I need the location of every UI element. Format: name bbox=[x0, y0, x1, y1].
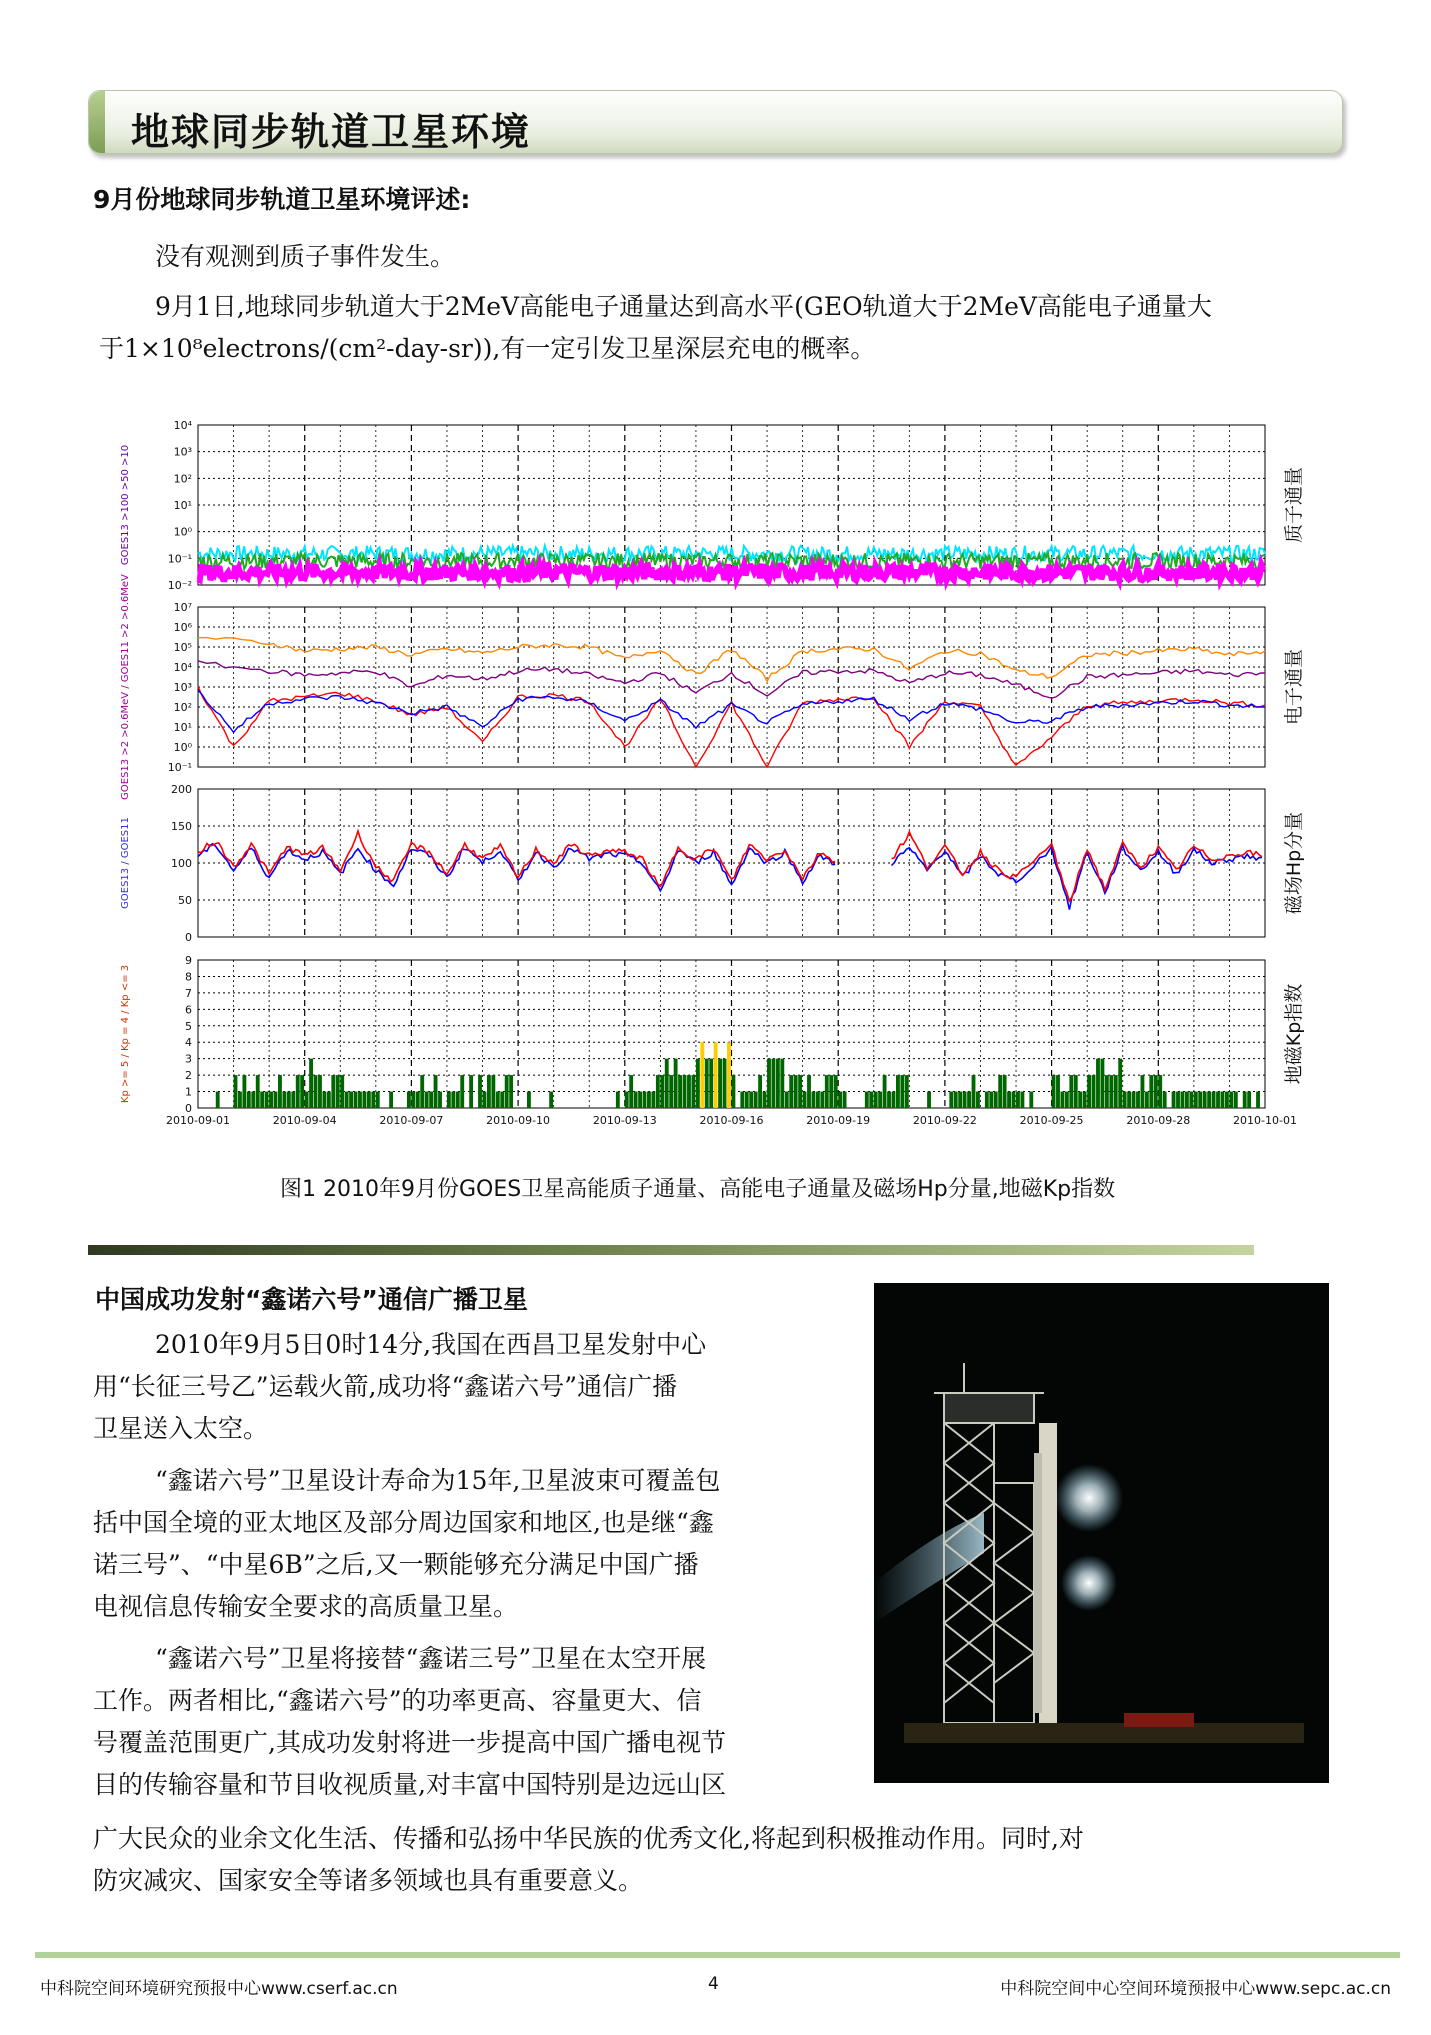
kp-bar bbox=[331, 1075, 335, 1108]
kp-bar bbox=[1020, 1092, 1024, 1108]
kp-bar bbox=[838, 1092, 842, 1108]
kp-bar bbox=[972, 1075, 976, 1108]
article-line-full-1: 广大民众的业余文化生活、传播和弘扬中华民族的优秀文化,将起到积极推动作用。同时,对 bbox=[93, 1824, 1084, 1853]
kp-bar bbox=[994, 1092, 998, 1108]
kp-bar bbox=[709, 1059, 713, 1108]
kp-bar bbox=[776, 1059, 780, 1108]
kp-bar bbox=[1194, 1092, 1198, 1108]
footer-line bbox=[35, 1952, 1400, 1958]
kp-bar bbox=[772, 1059, 776, 1108]
kp-bar bbox=[869, 1092, 873, 1108]
kp-bar bbox=[327, 1092, 331, 1108]
panel-title: 磁场Hp分量 bbox=[1283, 811, 1305, 915]
y-tick-label: 9 bbox=[185, 954, 192, 967]
kp-bar bbox=[456, 1092, 460, 1108]
kp-bar bbox=[1114, 1075, 1118, 1108]
kp-bar bbox=[1123, 1092, 1127, 1108]
panel-title: 地磁Kp指数 bbox=[1283, 983, 1305, 1085]
kp-bar bbox=[376, 1092, 380, 1108]
kp-bar bbox=[816, 1092, 820, 1108]
kp-bar bbox=[1060, 1092, 1064, 1108]
kp-bar bbox=[656, 1075, 660, 1108]
kp-bar bbox=[963, 1092, 967, 1108]
kp-bar bbox=[1198, 1092, 1202, 1108]
kp-bar bbox=[256, 1075, 260, 1108]
kp-bar bbox=[829, 1075, 833, 1108]
kp-bar bbox=[1225, 1092, 1229, 1108]
review-paragraph-1: 没有观测到质子事件发生。 bbox=[155, 242, 456, 271]
kp-bar bbox=[363, 1092, 367, 1108]
kp-bar bbox=[985, 1092, 989, 1108]
kp-bar bbox=[478, 1075, 482, 1108]
kp-bar bbox=[278, 1075, 282, 1108]
kp-bar bbox=[1247, 1092, 1251, 1108]
kp-bar bbox=[754, 1092, 758, 1108]
kp-bar bbox=[1149, 1075, 1153, 1108]
kp-bar bbox=[1176, 1092, 1180, 1108]
y-tick-label: 10⁴ bbox=[173, 661, 192, 674]
kp-bar bbox=[509, 1075, 513, 1108]
kp-bar bbox=[958, 1092, 962, 1108]
rocket-launch-photo bbox=[874, 1283, 1329, 1783]
kp-bar bbox=[794, 1075, 798, 1108]
page-number: 4 bbox=[708, 1974, 719, 1994]
kp-bar bbox=[1132, 1092, 1136, 1108]
kp-bar bbox=[1203, 1092, 1207, 1108]
y-tick-label: 10⁶ bbox=[173, 621, 192, 634]
kp-bar bbox=[1127, 1092, 1131, 1108]
y-tick-label: 10² bbox=[173, 472, 192, 486]
article-heading: 中国成功发射“鑫诺六号”通信广播卫星 bbox=[95, 1285, 528, 1314]
y-tick-label: 200 bbox=[171, 783, 192, 796]
y-tick-label: 10⁷ bbox=[173, 601, 192, 614]
article-line: 2010年9月5日0时14分,我国在西昌卫星发射中心 bbox=[155, 1330, 707, 1359]
kp-bar bbox=[1029, 1092, 1033, 1108]
article-line: 用“长征三号乙”运载火箭,成功将“鑫诺六号”通信广播 bbox=[93, 1372, 678, 1401]
figure-caption: 图1 2010年9月份GOES卫星高能质子通量、高能电子通量及磁场Hp分量,地磁Kp指数 bbox=[280, 1177, 1116, 1202]
kp-bar bbox=[843, 1092, 847, 1108]
review-heading: 9月份地球同步轨道卫星环境评述: bbox=[93, 185, 471, 214]
kp-bar bbox=[687, 1075, 691, 1108]
kp-bar bbox=[1181, 1092, 1185, 1108]
kp-bar bbox=[274, 1092, 278, 1108]
kp-bar bbox=[1012, 1092, 1016, 1108]
review-paragraph-2-line-2: 于1×10⁸electrons/(cm²-day-sr)),有一定引发卫星深层充电的概率。 bbox=[99, 334, 876, 363]
x-tick-label: 2010-09-07 bbox=[379, 1114, 444, 1127]
footer-right: 中科院空间中心空间环境预报中心www.sepc.ac.cn bbox=[1000, 1979, 1391, 1999]
x-tick-label: 2010-10-01 bbox=[1233, 1114, 1297, 1127]
kp-bar bbox=[349, 1092, 353, 1108]
kp-bar bbox=[1163, 1092, 1167, 1108]
kp-bar bbox=[949, 1092, 953, 1108]
kp-bar bbox=[1141, 1075, 1145, 1108]
y-tick-label: 150 bbox=[171, 820, 192, 833]
y-tick-label: 0 bbox=[185, 931, 192, 944]
article-line: 电视信息传输安全要求的高质量卫星。 bbox=[93, 1592, 519, 1621]
y-tick-label: 3 bbox=[185, 1052, 192, 1066]
kp-bar bbox=[669, 1075, 673, 1108]
y-tick-label: 10² bbox=[173, 701, 192, 714]
goes-chart-figure bbox=[110, 405, 1350, 1145]
kp-bar bbox=[998, 1075, 1002, 1108]
kp-bar bbox=[1016, 1092, 1020, 1108]
article-line: 工作。两者相比,“鑫诺六号”的功率更高、容量更大、信 bbox=[93, 1686, 702, 1715]
x-tick-label: 2010-09-22 bbox=[912, 1114, 977, 1127]
kp-bar bbox=[758, 1075, 762, 1108]
y-tick-label: 1 bbox=[185, 1085, 192, 1099]
kp-bar bbox=[282, 1092, 286, 1108]
kp-bar bbox=[674, 1059, 678, 1108]
kp-bar bbox=[714, 1042, 718, 1108]
kp-bar bbox=[367, 1092, 371, 1108]
kp-bar bbox=[954, 1092, 958, 1108]
y-tick-label: 10⁰ bbox=[173, 741, 192, 754]
kp-bar bbox=[1109, 1075, 1113, 1108]
kp-bar bbox=[723, 1059, 727, 1108]
kp-bar bbox=[967, 1092, 971, 1108]
kp-bar bbox=[834, 1075, 838, 1108]
x-tick-label: 2010-09-16 bbox=[699, 1114, 764, 1127]
kp-bar bbox=[1154, 1075, 1158, 1108]
kp-bar bbox=[825, 1075, 829, 1108]
floodlight bbox=[1055, 1464, 1123, 1532]
kp-bar bbox=[451, 1092, 455, 1108]
kp-bar bbox=[798, 1075, 802, 1108]
y-tick-label: 8 bbox=[185, 970, 192, 984]
kp-bar bbox=[389, 1092, 393, 1108]
kp-bar bbox=[905, 1075, 909, 1108]
kp-bar bbox=[767, 1059, 771, 1108]
x-tick-label: 2010-09-19 bbox=[806, 1114, 871, 1127]
y-tick-label: 0 bbox=[185, 1102, 192, 1115]
kp-bar bbox=[234, 1075, 238, 1108]
y-tick-label: 10⁰ bbox=[173, 525, 192, 539]
kp-bar bbox=[927, 1092, 931, 1108]
kp-bar bbox=[354, 1092, 358, 1108]
panel-title: 电子通量 bbox=[1283, 648, 1305, 726]
kp-bar bbox=[291, 1092, 295, 1108]
kp-bar bbox=[269, 1092, 273, 1108]
kp-bar bbox=[740, 1092, 744, 1108]
kp-bar bbox=[460, 1075, 464, 1108]
kp-bar bbox=[812, 1092, 816, 1108]
article-line: “鑫诺六号”卫星设计寿命为15年,卫星波束可覆盖包 bbox=[155, 1466, 721, 1495]
article-line: 括中国全境的亚太地区及部分周边国家和地区,也是继“鑫 bbox=[93, 1508, 714, 1537]
x-tick-label: 2010-09-10 bbox=[486, 1114, 551, 1127]
kp-bar bbox=[216, 1092, 220, 1108]
kp-bar bbox=[634, 1092, 638, 1108]
kp-bar bbox=[807, 1075, 811, 1108]
kp-bar bbox=[727, 1042, 731, 1108]
kp-bar bbox=[763, 1092, 767, 1108]
kp-bar bbox=[700, 1042, 704, 1108]
kp-bar bbox=[318, 1075, 322, 1108]
kp-bar bbox=[469, 1075, 473, 1108]
kp-bar bbox=[660, 1075, 664, 1108]
kp-bar bbox=[345, 1092, 349, 1108]
y-tick-label: 50 bbox=[178, 894, 192, 907]
article-line: 诺三号”、“中星6B”之后,又一颗能够充分满足中国广播 bbox=[93, 1550, 699, 1579]
kp-bar bbox=[892, 1092, 896, 1108]
kp-bar bbox=[874, 1092, 878, 1108]
y-tick-label: 10⁻¹ bbox=[167, 552, 192, 566]
y-tick-label: 10⁻¹ bbox=[167, 761, 192, 774]
kp-bar bbox=[1083, 1092, 1087, 1108]
kp-bar bbox=[780, 1059, 784, 1108]
y-tick-label: 10⁴ bbox=[173, 419, 192, 432]
kp-bar bbox=[1189, 1092, 1193, 1108]
kp-bar bbox=[438, 1092, 442, 1108]
kp-bar bbox=[491, 1075, 495, 1108]
kp-bar bbox=[251, 1092, 255, 1108]
kp-bar bbox=[371, 1092, 375, 1108]
kp-bar bbox=[309, 1059, 313, 1108]
kp-bar bbox=[1069, 1075, 1073, 1108]
kp-bar bbox=[314, 1075, 318, 1108]
y-tick-label: 10³ bbox=[173, 681, 192, 694]
kp-bar bbox=[629, 1075, 633, 1108]
kp-bar bbox=[336, 1075, 340, 1108]
panel-ylabel: Kp >= 5 / Kp = 4 / Kp <= 3 bbox=[120, 964, 131, 1104]
kp-bar bbox=[1101, 1059, 1105, 1108]
kp-bar bbox=[322, 1092, 326, 1108]
x-tick-label: 2010-09-25 bbox=[1019, 1114, 1084, 1127]
kp-bar bbox=[887, 1092, 891, 1108]
kp-bar bbox=[900, 1075, 904, 1108]
kp-bar bbox=[785, 1092, 789, 1108]
x-tick-label: 2010-09-04 bbox=[272, 1114, 337, 1127]
kp-bar bbox=[683, 1075, 687, 1108]
y-tick-label: 100 bbox=[171, 857, 192, 870]
kp-bar bbox=[732, 1075, 736, 1108]
section-banner bbox=[88, 90, 1343, 154]
kp-bar bbox=[638, 1092, 642, 1108]
section-title: 地球同步轨道卫星环境 bbox=[131, 110, 532, 154]
article-line: 号覆盖范围更广,其成功发射将进一步提高中国广播电视节 bbox=[93, 1728, 726, 1757]
kp-bar bbox=[358, 1092, 362, 1108]
kp-bar bbox=[500, 1092, 504, 1108]
kp-bar bbox=[1221, 1092, 1225, 1108]
section-divider bbox=[88, 1245, 1254, 1255]
kp-bar bbox=[1056, 1075, 1060, 1108]
kp-bar bbox=[340, 1075, 344, 1108]
kp-bar bbox=[749, 1092, 753, 1108]
kp-bar bbox=[1096, 1059, 1100, 1108]
y-tick-label: 7 bbox=[185, 986, 192, 1000]
kp-bar bbox=[678, 1075, 682, 1108]
kp-bar bbox=[1229, 1092, 1233, 1108]
kp-bar bbox=[896, 1075, 900, 1108]
kp-bar bbox=[1216, 1092, 1220, 1108]
kp-bar bbox=[625, 1092, 629, 1108]
y-tick-label: 5 bbox=[185, 1019, 192, 1033]
kp-bar bbox=[696, 1059, 700, 1108]
kp-bar bbox=[496, 1092, 500, 1108]
kp-bar bbox=[691, 1075, 695, 1108]
kp-bar bbox=[989, 1092, 993, 1108]
kp-bar bbox=[647, 1092, 651, 1108]
kp-bar bbox=[820, 1092, 824, 1108]
panel-ylabel: GOES13 / GOES11 bbox=[120, 817, 131, 909]
kp-bar bbox=[1087, 1075, 1091, 1108]
kp-bar bbox=[527, 1092, 531, 1108]
kp-bar bbox=[803, 1092, 807, 1108]
kp-bar bbox=[411, 1092, 415, 1108]
kp-bar bbox=[705, 1059, 709, 1108]
kp-bar bbox=[300, 1075, 304, 1108]
kp-bar bbox=[1256, 1092, 1260, 1108]
y-tick-label: 4 bbox=[185, 1036, 192, 1050]
kp-bar bbox=[265, 1092, 269, 1108]
kp-bar bbox=[1052, 1075, 1056, 1108]
panel-title: 质子通量 bbox=[1283, 466, 1305, 544]
kp-bar bbox=[883, 1075, 887, 1108]
kp-bar bbox=[1007, 1092, 1011, 1108]
kp-bar bbox=[1136, 1092, 1140, 1108]
y-tick-label: 2 bbox=[185, 1069, 192, 1083]
kp-bar bbox=[429, 1092, 433, 1108]
x-tick-label: 2010-09-13 bbox=[592, 1114, 657, 1127]
kp-bar bbox=[287, 1092, 291, 1108]
kp-bar bbox=[718, 1059, 722, 1108]
kp-bar bbox=[745, 1092, 749, 1108]
y-tick-label: 10³ bbox=[173, 445, 192, 459]
kp-bar bbox=[1243, 1092, 1247, 1108]
kp-bar bbox=[1118, 1059, 1122, 1108]
y-tick-label: 10¹ bbox=[173, 499, 192, 512]
kp-bar bbox=[1234, 1092, 1238, 1108]
kp-bar bbox=[434, 1075, 438, 1108]
kp-bar bbox=[1065, 1092, 1069, 1108]
launch-tower-illustration bbox=[874, 1283, 1329, 1783]
kp-bar bbox=[1145, 1092, 1149, 1108]
kp-bar bbox=[1074, 1075, 1078, 1108]
kp-bar bbox=[789, 1075, 793, 1108]
kp-bar bbox=[487, 1075, 491, 1108]
kp-bar bbox=[1212, 1092, 1216, 1108]
article-line-full-2: 防灾减灾、国家安全等诸多领域也具有重要意义。 bbox=[93, 1866, 644, 1895]
kp-bar bbox=[865, 1092, 869, 1108]
kp-bar bbox=[878, 1092, 882, 1108]
kp-bar bbox=[643, 1092, 647, 1108]
banner-accent bbox=[89, 91, 105, 153]
article-line: 卫星送入太空。 bbox=[93, 1414, 269, 1443]
kp-bar bbox=[305, 1092, 309, 1108]
kp-bar bbox=[505, 1075, 509, 1108]
kp-bar bbox=[483, 1092, 487, 1108]
floodlight bbox=[1061, 1555, 1117, 1611]
y-tick-label: 10¹ bbox=[173, 721, 192, 734]
y-tick-label: 10⁻² bbox=[167, 579, 192, 592]
footer-left: 中科院空间环境研究预报中心www.cserf.ac.cn bbox=[40, 1979, 398, 1999]
kp-bar bbox=[296, 1075, 300, 1108]
kp-bar bbox=[420, 1075, 424, 1108]
kp-bar bbox=[1105, 1075, 1109, 1108]
panel-ylabel: GOES13 >100 >50 >10 bbox=[120, 444, 131, 566]
kp-bar bbox=[651, 1092, 655, 1108]
kp-bar bbox=[447, 1092, 451, 1108]
kp-bar bbox=[260, 1092, 264, 1108]
kp-bar bbox=[1185, 1092, 1189, 1108]
article-line: 目的传输容量和节目收视质量,对丰富中国特别是边远山区 bbox=[93, 1770, 726, 1799]
y-tick-label: 10⁵ bbox=[173, 641, 192, 654]
x-tick-label: 2010-09-28 bbox=[1126, 1114, 1191, 1127]
x-tick-label: 2010-09-01 bbox=[166, 1114, 230, 1127]
review-paragraph-2-line-1: 9月1日,地球同步轨道大于2MeV高能电子通量达到高水平(GEO轨道大于2MeV高能电子通量大 bbox=[155, 292, 1212, 321]
kp-bar bbox=[549, 1092, 553, 1108]
kp-bar bbox=[1172, 1092, 1176, 1108]
kp-bar bbox=[425, 1092, 429, 1108]
y-tick-label: 6 bbox=[185, 1003, 192, 1017]
kp-bar bbox=[616, 1092, 620, 1108]
kp-bar bbox=[976, 1092, 980, 1108]
kp-bar bbox=[407, 1092, 411, 1108]
kp-bar bbox=[1078, 1092, 1082, 1108]
article-line: “鑫诺六号”卫星将接替“鑫诺三号”卫星在太空开展 bbox=[155, 1644, 707, 1673]
kp-bar bbox=[1207, 1092, 1211, 1108]
kp-bar bbox=[416, 1092, 420, 1108]
kp-bar bbox=[242, 1075, 246, 1108]
kp-bar bbox=[1092, 1075, 1096, 1108]
kp-bar bbox=[238, 1092, 242, 1108]
kp-bar bbox=[247, 1092, 251, 1108]
kp-bar bbox=[665, 1059, 669, 1108]
kp-bar bbox=[1003, 1075, 1007, 1108]
kp-bar bbox=[1158, 1075, 1162, 1108]
panel-ylabel: GOES13 >2 >0.6MeV / GOES11 >2 >0.6MeV bbox=[120, 574, 131, 800]
